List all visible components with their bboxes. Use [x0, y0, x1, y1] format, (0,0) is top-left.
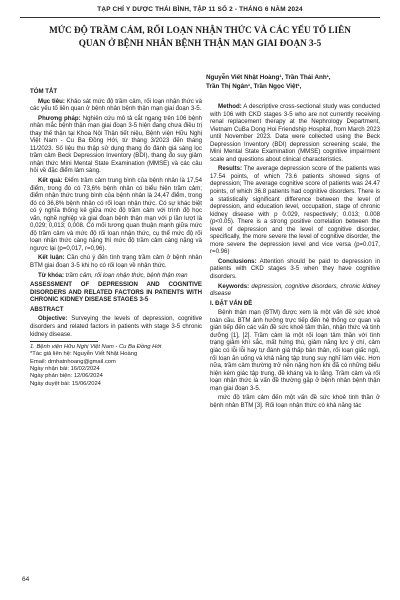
journal-header: TẠP CHÍ Y DƯỢC THÁI BÌNH, TẬP 11 SỐ 2 - THÁNG 6 NĂM 2024	[97, 6, 303, 13]
article-title	[24, 24, 376, 49]
method-en-paragraph	[210, 103, 380, 163]
conclusion-paragraph	[30, 254, 202, 269]
abstract-heading: TÓM TẮT	[30, 88, 58, 95]
page-number: 64	[22, 576, 30, 583]
objective-en-paragraph	[30, 315, 202, 338]
intro-paragraph-2: mức độ trầm cảm đến một vấn đề sức khoẻ tinh thần ở bệnh nhân BTM [3]. Rối loạn nhận thức có khả năng tác	[210, 394, 380, 409]
method-paragraph	[30, 115, 202, 175]
results-label: Kết quả:	[38, 177, 63, 185]
author-list	[206, 74, 386, 91]
keywords-en-text: depression, cognitive disorders, chronic kidney disease	[210, 282, 380, 298]
keywords-en-paragraph	[210, 283, 380, 298]
article-title-line-2: QUAN Ở BỆNH NHÂN BỆNH THẬN MẠN GIAI ĐOẠN 3-5	[78, 37, 322, 48]
results-paragraph	[30, 177, 202, 252]
authors-line-2: Trần Thị Ngân¹, Trần Ngọc Việt¹,	[206, 82, 302, 90]
results-en-text: The average depression score of the patients was 17.54 points, of which 73.6 patients showed signs of depression; The average cognitive score of patients was 24.47 points, of which 36.8 patients had cognitive disorders. There is a statistically significant difference between the level of depression, and education level, occupation, stage of chronic kidney disease with p 0.029, respectively; 0.013; 0.008 (p<0.05). There is a strong positive correlation between the level of depression and the level of cognitive disorder, specifically, the more severe the level of cognitive disorder, the more severe the depression level and vice versa (p=0.017, r=0.96)	[210, 165, 380, 256]
objective-en-text: Surveying the levels of depression, cognitive disorders and related factors in patients with stage 3-5 chronic kidney disease.	[30, 315, 202, 338]
header-divider	[20, 17, 380, 18]
method-label: Phương pháp:	[38, 114, 81, 122]
conclusions-en-text: Attention should be paid to depression in patients with CKD stages 3-5 when they have cognitive disorders.	[210, 257, 380, 281]
footnote-accepted-date: Ngày duyệt bài: 15/06/2024	[30, 380, 101, 387]
objective-paragraph	[30, 98, 202, 113]
objective-en-label: Objective:	[38, 315, 68, 323]
authors-line-1: Nguyễn Viết Nhật Hoàng¹, Trần Thái Anh¹,	[206, 74, 331, 81]
footnote-corresponding-author: *Tác giả liên hệ: Nguyễn Viết Nhật Hoàng	[30, 351, 138, 358]
abstract-en-heading: ABSTRACT	[30, 305, 64, 313]
method-text: Nghiên cứu mô tả cắt ngang trên 106 bệnh nhân mắc bệnh thận mạn giai đoạn 3-5 hiện đang chưa điều trị thay thế thận tại Khoa Nội Thận tiết niệu, Bệnh viện Hữu Nghị Việt Nam - Cu Ba Đồng Hới, từ tháng 3/2023 đến tháng 11/2023. Số liệu thu thập sử dụng thang đo đánh giá sàng lọc trầm cảm Beck Depression Inventory (BDI), thang đo suy giảm nhận thức Mini Mental State Examination (MMSE) và các câu hỏi về đặc điểm lâm sàng.	[30, 114, 202, 175]
keywords-text: trầm cảm, rối loạn nhận thức, bệnh thận mạn	[64, 271, 188, 279]
right-column	[210, 103, 380, 411]
footnote-review-date: Ngày phản biện: 12/06/2024	[30, 373, 103, 380]
method-en-text: A descriptive cross-sectional study was conducted with 106 with CKD stages 3-5 who are not currently receiving renal replacement therapy at the Nephrology Department, Vietnam CuBa Dong Hoi Friendship Hospital, from March 2023 until November 2023. Data were collected using the Beck Depression Inventory (BDI) depression screening scale, the Mini Mental State Examination (MMSE) cognitive impairment scale and questions about clinical characteristics.	[210, 103, 380, 163]
left-column	[30, 88, 202, 388]
footnote-received-date: Ngày nhận bài: 16/02/2024	[30, 365, 100, 372]
results-text: Điểm trầm cảm trung bình của bệnh nhân là 17,54 điểm, trong đó có 73,6% bệnh nhân có biểu hiện trầm cảm; điểm nhận thức trung bình của bệnh nhân là 24,47 điểm, trong đó có 36,8% bệnh nhân có rối loạn nhận thức. Có sự khác biệt có ý nghĩa thống kê giữa mức độ trầm cảm với trình độ học vấn, nghề nghiệp và giai đoạn bệnh thận mạn với p lần lượt là 0,029; 0,013; 0,008. Có mối tương quan thuận mạnh giữa mức độ trầm cảm và mức độ rối loạn nhận thức, cụ thể mức độ rối loạn nhận thức càng nặng thì mức độ trầm cảm càng nặng và ngược lại (p=0,017, r=0,96).	[30, 177, 203, 252]
conclusions-en-label: Conclusions:	[218, 257, 257, 265]
conclusion-label: Kết luận:	[38, 254, 65, 262]
english-title: ASSESSMENT OF DEPRESSION AND COGNITIVE DISORDERS AND RELATED FACTORS IN PATIENTS WITH CHRONIC KIDNEY DISEASE STAGES 3-5	[30, 281, 202, 304]
footnote-email: Email: drnhatnhoang@gmail.com	[30, 358, 116, 365]
footnote-affiliation: 1. Bệnh viện Hữu Nghị Việt Nam - Cu Ba Đồng Hới	[30, 344, 162, 351]
method-en-label: Method:	[218, 103, 242, 110]
intro-paragraph-1: Bệnh thận mạn (BTM) được xem là một vấn đề sức khoẻ toàn cầu. BTM ảnh hưởng trực tiếp đến hệ thống cơ quan và gián tiếp đến các vấn đề sức khoẻ tâm thần, nhận thức và tinh dưỡng [1], [2]. Trầm cảm là một rối loạn tâm thần với tình trạng giảm khí sắc, mất hứng thú, giảm năng lực ý chí, cảm giác có lỗi lỗi hay tự đánh giá thấp bản thân, rối loạn giấc ngủ, rối loạn ăn uống và khả năng tập trung suy nghĩ làm việc. Hơn nữa, trầm cảm thường trở nên nặng hơn khi đã có những biểu hiện kém giác tập trung, đề kháng và lo lắng. Trầm cảm và rối loạn nhận thức là vấn đề thường gặp ở bệnh nhân bệnh thận mạn giai đoạn 3-5.	[210, 309, 380, 392]
objective-text: Khảo sát mức độ trầm cảm, rối loạn nhận thức và các yếu tố liên quan ở bệnh nhân bệnh thận mạn giai đoạn 3-5.	[30, 97, 202, 113]
footnote-divider	[30, 341, 98, 342]
results-en-label: Results:	[218, 165, 243, 173]
section-heading-introduction: I. ĐẶT VẤN ĐỀ	[210, 299, 253, 307]
article-title-line-1: MỨC ĐỘ TRẦM CẢM, RỐI LOẠN NHẬN THỨC VÀ CÁC YẾU TỐ LIÊN	[49, 25, 351, 35]
keywords-en-label: Keywords:	[218, 282, 250, 290]
objective-label: Mục tiêu:	[38, 97, 65, 105]
keywords-paragraph	[30, 272, 202, 280]
results-en-paragraph	[210, 165, 380, 256]
conclusion-text: Cần chú ý đến tình trạng trầm cảm ở bệnh nhân BTM giai đoạn 3-5 khi họ có rối loạn về nhận thức.	[30, 254, 202, 270]
conclusions-en-paragraph	[210, 258, 380, 281]
keywords-label: Từ khóa:	[38, 271, 65, 279]
